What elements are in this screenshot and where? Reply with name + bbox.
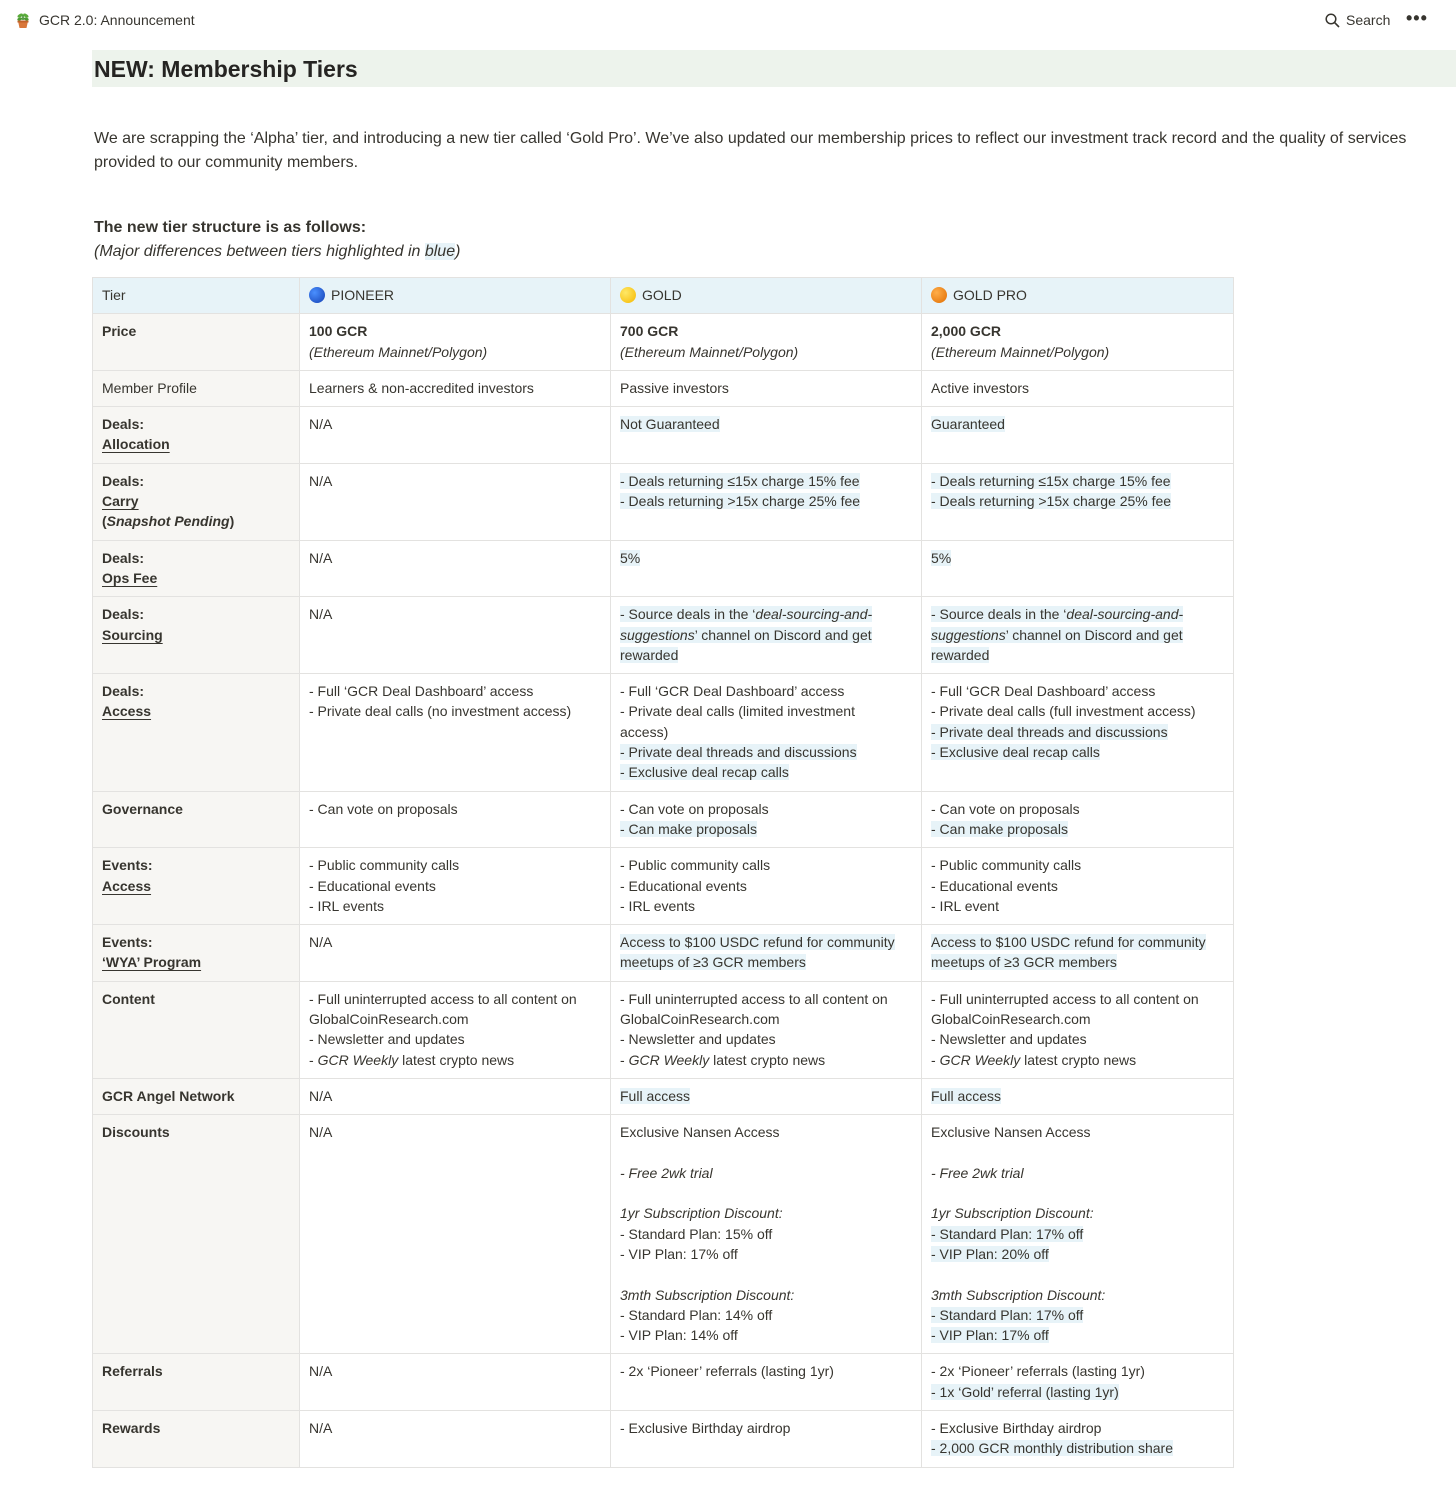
cell-goldpro-allocation: Guaranteed — [922, 407, 1234, 464]
row-label-carry: Deals: Carry (Snapshot Pending) — [93, 463, 300, 540]
cell-gold-price: 700 GCR (Ethereum Mainnet/Polygon) — [611, 314, 922, 371]
cell-gold-deal-access: - Full ‘GCR Deal Dashboard’ access - Private deal calls (limited investment access) - Private deal threads and discussions - Exclusive deal recap calls — [611, 674, 922, 791]
blue-circle-icon — [309, 287, 325, 303]
header-gold: GOLD — [611, 278, 922, 314]
cell-goldpro-angel: Full access — [922, 1078, 1234, 1114]
membership-tiers-table — [92, 277, 1234, 1468]
cell-gold-profile: Passive investors — [611, 370, 922, 406]
structure-note: (Major differences between tiers highlighted in blue) — [94, 243, 461, 260]
table-row-price — [93, 314, 1234, 371]
cell-gold-carry: - Deals returning ≤15x charge 15% fee - Deals returning >15x charge 25% fee — [611, 463, 922, 540]
cell-goldpro-price: 2,000 GCR (Ethereum Mainnet/Polygon) — [922, 314, 1234, 371]
table-row-member-profile — [93, 370, 1234, 406]
heading-block — [92, 50, 1456, 87]
search-label: Search — [1346, 12, 1391, 28]
cell-goldpro-events: - Public community calls - Educational events - IRL event — [922, 848, 1234, 925]
cell-goldpro-wya: Access to $100 USDC refund for community meetups of ≥3 GCR members — [922, 925, 1234, 982]
structure-title: The new tier structure is as follows: — [94, 219, 367, 236]
intro-paragraph: We are scrapping the ‘Alpha’ tier, and introducing a new tier called ‘Gold Pro’. We’ve also updated our membership prices to reflect our investment track record and the quality of services provided to our community members. — [94, 130, 1407, 171]
table-row-events-access — [93, 848, 1234, 925]
cell-pioneer-angel: N/A — [300, 1078, 611, 1114]
row-label-rewards: Rewards — [93, 1411, 300, 1468]
cell-pioneer-governance: - Can vote on proposals — [300, 791, 611, 848]
table-row-sourcing — [93, 597, 1234, 674]
cell-goldpro-discounts: Exclusive Nansen Access - Free 2wk trial 1yr Subscription Discount: - Standard Plan: 17% off - VIP Plan: 20% off 3mth Subscription Discount: - Standard Plan: 17% off - VIP Plan: 17% off — [922, 1115, 1234, 1354]
cell-gold-referrals: - 2x ‘Pioneer’ referrals (lasting 1yr) — [611, 1354, 922, 1411]
cell-gold-allocation: Not Guaranteed — [611, 407, 922, 464]
cell-gold-rewards: - Exclusive Birthday airdrop — [611, 1411, 922, 1468]
row-label-events-access: Events: Access — [93, 848, 300, 925]
plant-pot-icon — [14, 11, 32, 29]
table-row-angel-network — [93, 1078, 1234, 1114]
cell-goldpro-profile: Active investors — [922, 370, 1234, 406]
cell-gold-governance: - Can vote on proposals - Can make proposals — [611, 791, 922, 848]
row-label-price: Price — [93, 314, 300, 371]
search-button[interactable] — [1325, 12, 1390, 28]
table-header-row — [93, 278, 1234, 314]
cell-pioneer-deal-access: - Full ‘GCR Deal Dashboard’ access - Private deal calls (no investment access) — [300, 674, 611, 791]
cell-goldpro-deal-access: - Full ‘GCR Deal Dashboard’ access - Private deal calls (full investment access) - Private deal threads and discussions - Exclusive deal recap calls — [922, 674, 1234, 791]
cell-goldpro-referrals: - 2x ‘Pioneer’ referrals (lasting 1yr) - 1x ‘Gold’ referral (lasting 1yr) — [922, 1354, 1234, 1411]
cell-pioneer-carry: N/A — [300, 463, 611, 540]
orange-circle-icon — [931, 287, 947, 303]
row-label-deal-access: Deals: Access — [93, 674, 300, 791]
top-bar — [0, 0, 1456, 40]
cell-pioneer-ops-fee: N/A — [300, 540, 611, 597]
cell-pioneer-referrals: N/A — [300, 1354, 611, 1411]
cell-pioneer-wya: N/A — [300, 925, 611, 982]
table-row-allocation — [93, 407, 1234, 464]
table-row-wya-program — [93, 925, 1234, 982]
table-row-carry — [93, 463, 1234, 540]
cell-pioneer-sourcing: N/A — [300, 597, 611, 674]
table-row-ops-fee — [93, 540, 1234, 597]
row-label-content: Content — [93, 981, 300, 1078]
header-tier: Tier — [93, 278, 300, 314]
cell-gold-events: - Public community calls - Educational events - IRL events — [611, 848, 922, 925]
cell-gold-wya: Access to $100 USDC refund for community meetups of ≥3 GCR members — [611, 925, 922, 982]
cell-gold-angel: Full access — [611, 1078, 922, 1114]
table-row-rewards — [93, 1411, 1234, 1468]
cell-gold-content: - Full uninterrupted access to all content on GlobalCoinResearch.com - Newsletter and updates - GCR Weekly latest crypto news — [611, 981, 922, 1078]
cell-pioneer-price: 100 GCR (Ethereum Mainnet/Polygon) — [300, 314, 611, 371]
cell-pioneer-rewards: N/A — [300, 1411, 611, 1468]
table-row-referrals — [93, 1354, 1234, 1411]
header-pioneer: PIONEER — [300, 278, 611, 314]
page-heading: NEW: Membership Tiers — [94, 56, 358, 82]
row-label-ops-fee: Deals: Ops Fee — [93, 540, 300, 597]
cell-goldpro-sourcing: - Source deals in the ‘deal-sourcing-and- suggestions’ channel on Discord and get rewarded — [922, 597, 1234, 674]
cell-goldpro-content: - Full uninterrupted access to all content on GlobalCoinResearch.com - Newsletter and updates - GCR Weekly latest crypto news — [922, 981, 1234, 1078]
cell-goldpro-rewards: - Exclusive Birthday airdrop - 2,000 GCR monthly distribution share — [922, 1411, 1234, 1468]
table-row-deal-access — [93, 674, 1234, 791]
row-label-referrals: Referrals — [93, 1354, 300, 1411]
cell-gold-sourcing: - Source deals in the ‘deal-sourcing-and- suggestions’ channel on Discord and get rewarded — [611, 597, 922, 674]
table-row-content — [93, 981, 1234, 1078]
cell-pioneer-content: - Full uninterrupted access to all content on GlobalCoinResearch.com - Newsletter and updates - GCR Weekly latest crypto news — [300, 981, 611, 1078]
cell-gold-ops-fee: 5% — [611, 540, 922, 597]
cell-goldpro-ops-fee: 5% — [922, 540, 1234, 597]
cell-pioneer-discounts: N/A — [300, 1115, 611, 1354]
row-label-discounts: Discounts — [93, 1115, 300, 1354]
row-label-allocation: Deals: Allocation — [93, 407, 300, 464]
cell-goldpro-governance: - Can vote on proposals - Can make proposals — [922, 791, 1234, 848]
cell-goldpro-carry: - Deals returning ≤15x charge 15% fee - Deals returning >15x charge 25% fee — [922, 463, 1234, 540]
cell-gold-discounts: Exclusive Nansen Access - Free 2wk trial 1yr Subscription Discount: - Standard Plan: 15% off - VIP Plan: 17% off 3mth Subscription Discount: - Standard Plan: 14% off - VIP Plan: 14% off — [611, 1115, 922, 1354]
row-label-sourcing: Deals: Sourcing — [93, 597, 300, 674]
yellow-circle-icon — [620, 287, 636, 303]
table-row-governance — [93, 791, 1234, 848]
cell-pioneer-events: - Public community calls - Educational events - IRL events — [300, 848, 611, 925]
row-label-member-profile: Member Profile — [93, 370, 300, 406]
row-label-wya: Events: ‘WYA’ Program — [93, 925, 300, 982]
search-icon — [1325, 13, 1340, 28]
header-gold-pro: GOLD PRO — [922, 278, 1234, 314]
page-title[interactable]: GCR 2.0: Announcement — [39, 12, 195, 28]
cell-pioneer-allocation: N/A — [300, 407, 611, 464]
cell-pioneer-profile: Learners & non-accredited investors — [300, 370, 611, 406]
row-label-governance: Governance — [93, 791, 300, 848]
row-label-angel: GCR Angel Network — [93, 1078, 300, 1114]
table-row-discounts — [93, 1115, 1234, 1354]
more-options-icon[interactable]: ••• — [1406, 8, 1428, 28]
